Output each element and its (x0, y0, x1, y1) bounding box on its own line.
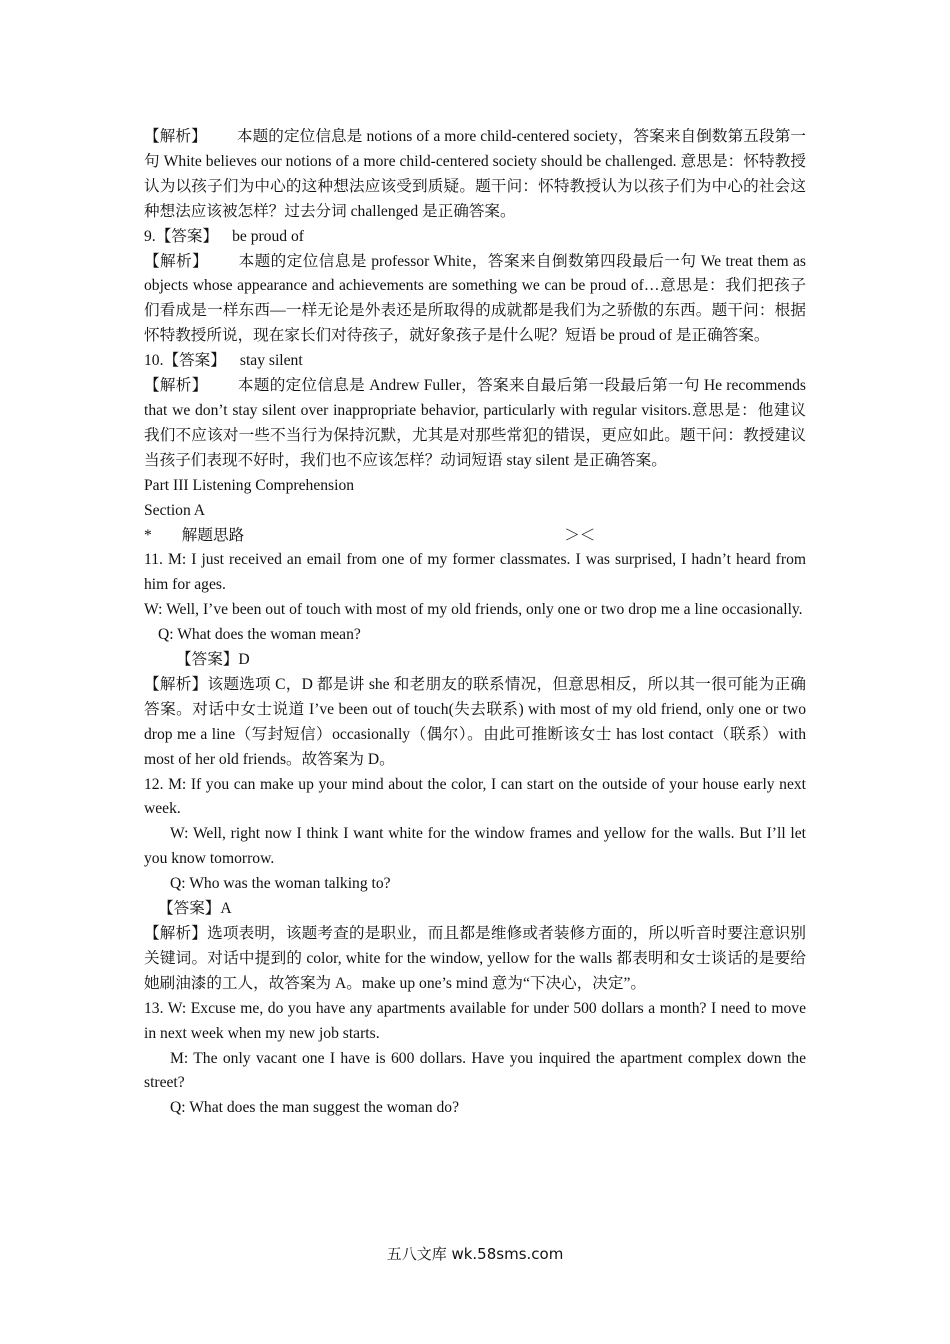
bullet-star: * (144, 526, 152, 544)
q12-question: Q: Who was the woman talking to? (170, 875, 391, 893)
section-heading: Section A (144, 501, 206, 519)
q12-man: 12. M: If you can make up your mind about the color, I can start on the outside of your house early next week. (144, 775, 806, 818)
q11-answer: 【答案】D (176, 651, 250, 669)
q13-question: Q: What does the man suggest the woman do? (170, 1099, 460, 1117)
analysis-text: 本题的定位信息是 professor White，答案来自倒数第四段最后一句 We treat them as objects whose appearance and achievements are something we can be proud of…意思是：我们把孩子们看成是一样东西—一样无论是外表还是所取得的成就都是我们为之骄傲的东西。题干问：根据怀特教授所说，现在家长们对待孩子，就好象孩子是什么呢？短语 be proud of 是正确答案。 (144, 252, 806, 345)
tips-line (144, 524, 806, 549)
q13-man: M: The only vacant one I have is 600 dollars. Have you inquired the apartment complex down the street? (144, 1049, 806, 1092)
analysis-label: 【解析】 (144, 128, 207, 145)
q11-question: Q: What does the woman mean? (158, 626, 361, 644)
q12-answer: 【答案】A (158, 900, 232, 918)
answer-q9 (144, 225, 806, 250)
tips-mark: ＞＜ (564, 526, 596, 544)
answer-q10 (144, 349, 806, 374)
analysis-q8 (144, 125, 806, 225)
analysis-q9 (144, 250, 806, 350)
tips-label: 解题思路 (181, 526, 245, 544)
analysis-label: 【解析】 (144, 377, 208, 395)
answer-text: be proud of (232, 227, 304, 245)
document-body (144, 125, 806, 1121)
analysis-q10 (144, 374, 806, 474)
analysis-label: 【解析】 (144, 252, 209, 270)
answer-label: 10.【答案】 (144, 352, 226, 370)
q13-woman: 13. W: Excuse me, do you have any apartments available for under 500 dollars a month? I need to move in next week when my new job starts. (144, 999, 806, 1042)
analysis-text: 本题的定位信息是 notions of a more child-centered society，答案来自倒数第五段第一句 White believes our notions of a more child-centered society should be challenged. 意思是：怀特教授认为以孩子们为中心的这种想法应该受到质疑。题干问：怀特教授认为以孩子们为中心的社会这种想法应该被怎样？过去分词 challenged 是正确答案。 (144, 128, 806, 220)
q11-man: 11. M: I just received an email from one of my former classmates. I was surprised, I hadn’t heard from him for ages. (144, 551, 806, 594)
q11-analysis: 【解析】该题选项 C，D 都是讲 she 和老朋友的联系情况，但意思相反，所以其一很可能为正确答案。对话中女士说道 I’ve been out of touch(失去联系) with most of my old friend, only one or two drop me a line（写封短信）occasionally（偶尔）。由此可推断该女士 has lost contact（联系）with most of her old friends。故答案为 D。 (144, 675, 806, 768)
answer-text: stay silent (239, 352, 303, 370)
q12-woman: W: Well, right now I think I want white for the window frames and yellow for the walls. But I’ll let you know tomorrow. (144, 825, 806, 868)
q12-analysis: 【解析】选项表明，该题考查的是职业，而且都是维修或者装修方面的，所以听音时要注意识别关键词。对话中提到的 color, white for the window, yellow for the walls 都表明和女士谈话的是要给她刷油漆的工人，故答案为 A。make up one’s mind 意为“下决心，决定”。 (144, 925, 806, 992)
analysis-text: 本题的定位信息是 Andrew Fuller，答案来自最后第一段最后第一句 He recommends that we don’t stay silent over inappropriate behavior, particularly with regular visitors.意思是：他建议我们不应该对一些不当行为保持沉默，尤其是对那些常犯的错误，更应如此。题干问：教授建议当孩子们表现不好时，我们也不应该怎样？动词短语 stay silent 是正确答案。 (144, 377, 806, 469)
q11-woman: W: Well, I’ve been out of touch with most of my old friends, only one or two drop me a line occasionally. (144, 601, 803, 619)
page-footer: 五八文库 wk.58sms.com (386, 1245, 564, 1263)
part-heading: Part III Listening Comprehension (144, 476, 355, 494)
answer-label: 9.【答案】 (144, 227, 219, 245)
